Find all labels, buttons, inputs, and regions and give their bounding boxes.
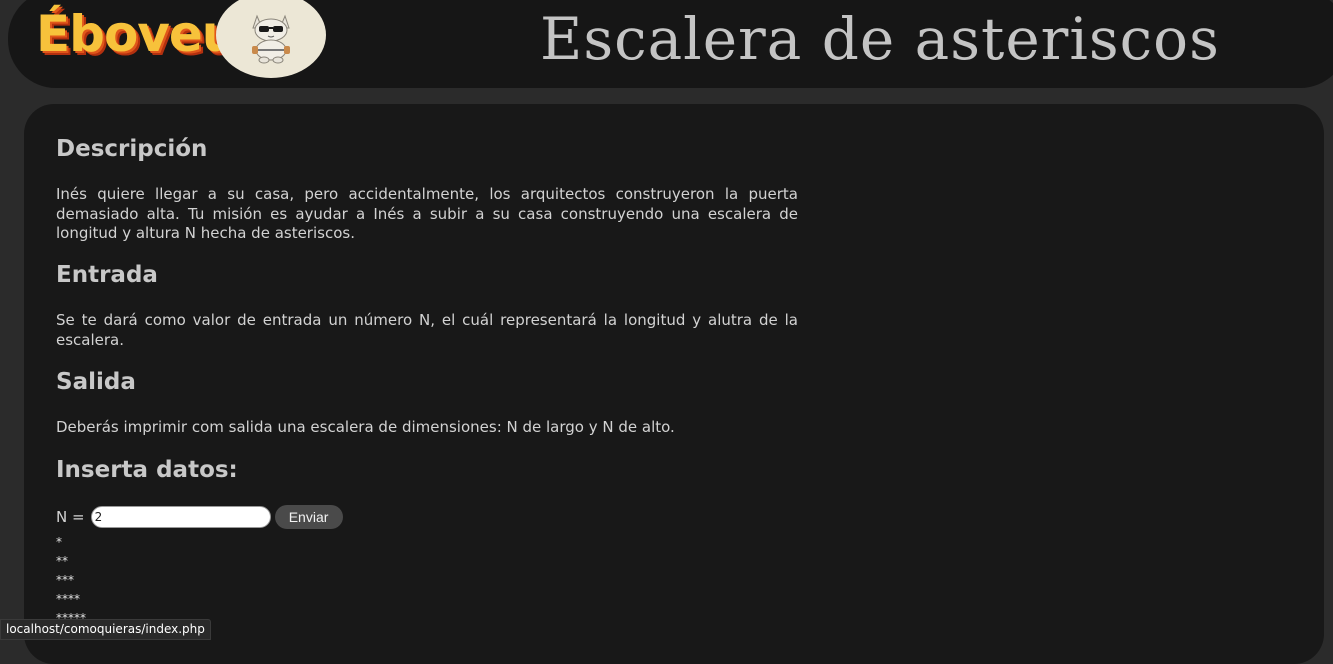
output-heading: Salida xyxy=(56,369,136,395)
page-title: Escalera de asteriscos xyxy=(540,6,1220,72)
submit-button[interactable]: Enviar xyxy=(275,505,343,529)
asterisk-output xyxy=(56,533,86,628)
input-heading: Entrada xyxy=(56,262,158,288)
input-text: Se te dará como valor de entrada un número N, el cuál representará la longitud y alutra de la escalera. xyxy=(56,311,798,350)
input-form xyxy=(56,505,343,529)
output-row: ***** xyxy=(56,609,86,628)
insert-data-heading: Inserta datos: xyxy=(56,457,238,483)
status-bar-url: localhost/comoquieras/index.php xyxy=(0,619,211,640)
n-label: N = xyxy=(56,508,85,526)
description-heading: Descripción xyxy=(56,136,207,162)
site-logo[interactable]: Éboveur xyxy=(36,4,260,64)
cat-with-sunglasses-icon xyxy=(242,6,300,64)
output-row: **** xyxy=(56,590,86,609)
output-text: Deberás imprimir com salida una escalera de dimensiones: N de largo y N de alto. xyxy=(56,418,798,438)
output-row: * xyxy=(56,533,86,552)
n-input[interactable] xyxy=(91,506,271,528)
output-row: *** xyxy=(56,571,86,590)
output-row: ** xyxy=(56,552,86,571)
description-text: Inés quiere llegar a su casa, pero accidentalmente, los arquitectos construyeron la puerta demasiado alta. Tu misión es ayudar a Inés a subir a su casa construyendo una escalera de longitud y altura N hecha de asteriscos. xyxy=(56,185,798,244)
